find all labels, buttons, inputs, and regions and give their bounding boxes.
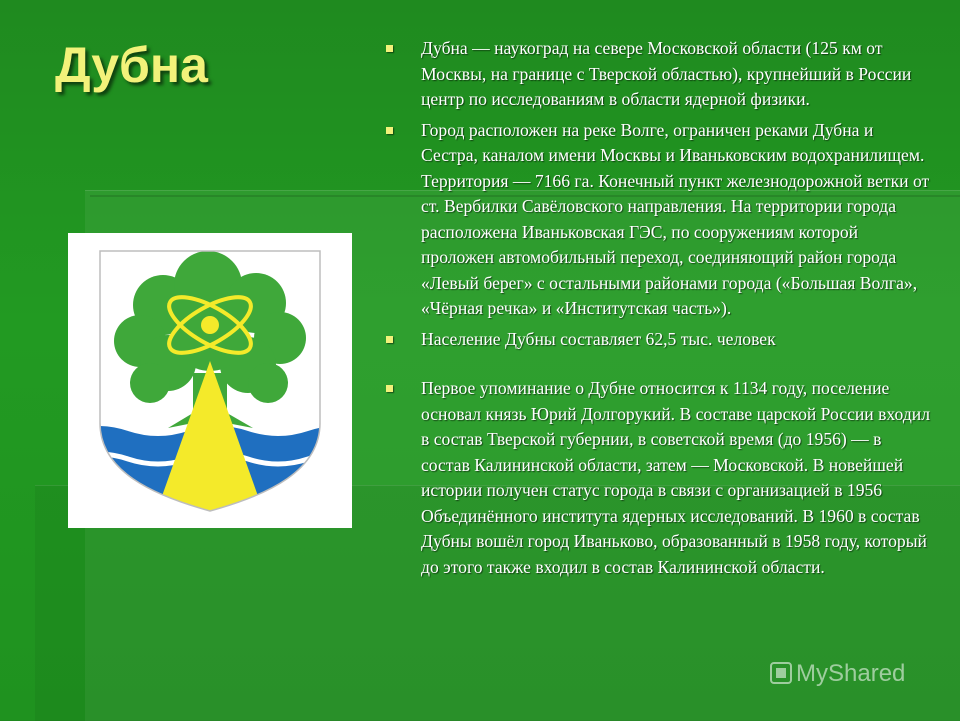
bullet-item [386,36,932,113]
coat-of-arms-image [68,233,352,528]
square-bullet-icon [386,127,393,134]
square-bullet-icon [386,385,393,392]
square-bullet-icon [386,45,393,52]
bullet-list [386,36,932,585]
watermark [770,660,905,688]
watermark-text: MyShared [796,660,906,687]
slide-title: Дубна [55,37,208,93]
dubna-coat-of-arms-icon [68,233,352,528]
myshared-logo-icon [770,662,792,684]
square-bullet-icon [386,336,393,343]
bullet-text: Дубна — наукоград на севере Московской области (125 км от Москвы, на границе с Тверской областью), крупнейший в России центр по исследованиям в области ядерной физики. [421,38,912,109]
bullet-text: Город расположен на реке Волге, ограничен реками Дубна и Сестра, каналом имени Москвы и Иваньковским водохранилищем. Территория — 7166 га. Конечный пункт железнодорожной ветки от ст. Вербилки Савёловского направления. На территории города расположена Иваньковская ГЭС, по сооружениям которой проложен автомобильный переход, соединяющий район города «Левый берег» с остальными районами города («Большая Волга», «Чёрная речка» и «Институтская часть»). [421,119,930,318]
bullet-text: Первое упоминание о Дубне относится к 1134 году, поселение основал князь Юрий Долгорукий. В составе царской России входил в состав Тверской губернии, в советской время (до 1956) — в состав Калининской области, затем — Московской. В новейшей истории получен статус города в связи с организацией в 1956 Объединённого института ядерных исследований. В 1960 в состав Дубны вошёл город Иваньково, образованный в 1958 году, который до этого также входил в состав Калининской области. [421,378,930,577]
bullet-item [386,118,932,322]
bullet-text: Население Дубны составляет 62,5 тыс. человек [421,328,776,349]
bullet-item [386,327,932,353]
bullet-item [386,376,932,580]
